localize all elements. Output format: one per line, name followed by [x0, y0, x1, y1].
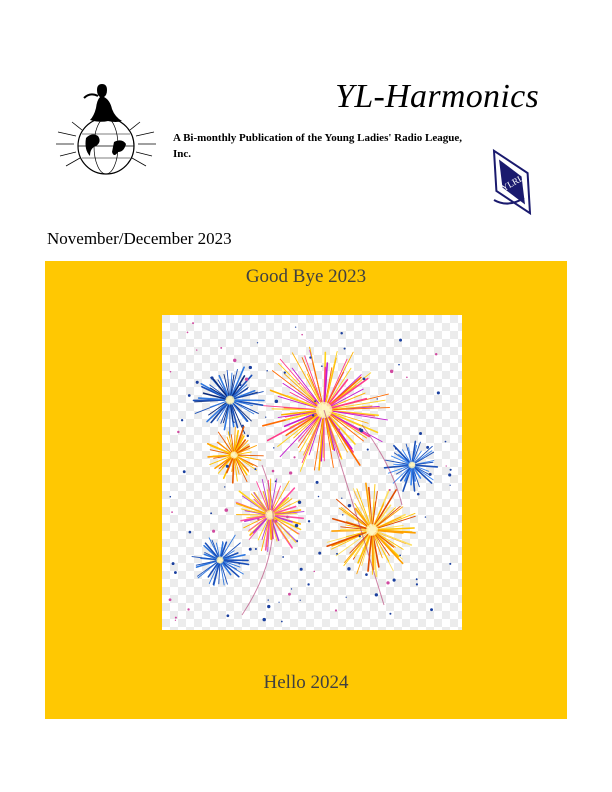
star-dot	[174, 571, 177, 574]
star-dot	[417, 493, 420, 496]
star-dot	[416, 578, 418, 580]
star-dot	[298, 501, 301, 504]
star-dot	[275, 400, 278, 403]
star-dot	[212, 530, 215, 533]
star-dot	[245, 377, 248, 380]
star-dot	[377, 398, 378, 399]
star-dot	[187, 332, 189, 334]
star-dot	[365, 573, 368, 576]
star-dot	[268, 599, 269, 600]
headline-goodbye: Good Bye 2023	[245, 266, 367, 287]
star-dot	[386, 581, 389, 584]
star-dot	[450, 469, 452, 471]
star-dot	[399, 554, 401, 556]
star-dot	[175, 617, 177, 619]
star-dot	[170, 496, 172, 498]
cover-banner	[45, 261, 567, 719]
star-dot	[389, 489, 391, 491]
star-dot	[395, 447, 397, 449]
star-dot	[266, 370, 268, 372]
star-dot	[416, 583, 418, 585]
star-dot	[172, 562, 175, 565]
star-dot	[344, 348, 346, 350]
star-dot	[348, 504, 351, 507]
star-dot	[296, 540, 298, 542]
star-dot	[177, 431, 179, 433]
star-dot	[430, 608, 433, 611]
firework-core	[225, 395, 234, 404]
firework-core	[409, 462, 416, 469]
star-dot	[429, 473, 432, 476]
star-dot	[399, 339, 402, 342]
star-dot	[390, 370, 393, 373]
star-dot	[192, 322, 194, 324]
star-dot	[367, 449, 369, 451]
star-dot	[170, 371, 172, 373]
firework-core	[366, 524, 378, 536]
issue-date: November/December 2023	[47, 229, 232, 248]
star-dot	[406, 376, 408, 378]
star-dot	[272, 470, 275, 473]
firework-core	[216, 556, 223, 563]
star-dot	[242, 425, 244, 427]
star-dot	[249, 548, 252, 551]
star-dot	[316, 481, 319, 484]
fireworks-illustration	[162, 315, 462, 630]
star-dot	[226, 465, 229, 468]
star-dot	[169, 598, 172, 601]
star-dot	[278, 602, 279, 603]
star-dot	[359, 428, 361, 430]
headline-hello: Hello 2024	[263, 672, 349, 693]
star-dot	[282, 556, 284, 558]
star-dot	[175, 620, 176, 621]
star-dot	[262, 618, 265, 621]
star-dot	[398, 364, 400, 366]
star-dot	[220, 347, 222, 349]
star-dot	[224, 486, 225, 487]
star-dot	[446, 465, 447, 466]
star-dot	[340, 332, 342, 334]
star-dot	[301, 334, 303, 336]
firework-core	[230, 451, 237, 458]
star-dot	[171, 511, 173, 513]
star-dot	[267, 605, 270, 608]
star-dot	[210, 512, 212, 514]
star-dot	[314, 400, 316, 402]
star-dot	[300, 568, 303, 571]
star-dot	[289, 471, 292, 474]
star-dot	[293, 456, 295, 458]
star-dot	[308, 520, 310, 522]
firework-spark	[270, 519, 271, 540]
star-dot	[233, 421, 235, 423]
star-dot	[255, 548, 257, 550]
star-dot	[189, 531, 192, 534]
star-dot	[288, 593, 291, 596]
star-dot	[275, 480, 277, 482]
star-dot	[196, 381, 199, 384]
star-dot	[291, 588, 292, 589]
star-dot	[295, 524, 298, 527]
ylrl-diamond-logo	[488, 142, 536, 222]
star-dot	[337, 428, 340, 431]
star-dot	[318, 552, 321, 555]
star-dot	[257, 342, 258, 343]
globe-lady-logo	[52, 82, 160, 182]
star-dot	[300, 600, 301, 601]
star-dot	[359, 535, 361, 537]
star-dot	[419, 432, 422, 435]
star-dot	[309, 356, 311, 358]
star-dot	[181, 419, 183, 421]
star-dot	[281, 621, 283, 623]
star-dot	[298, 383, 299, 384]
star-dot	[226, 614, 229, 617]
star-dot	[187, 608, 189, 610]
star-dot	[437, 391, 440, 394]
star-dot	[445, 441, 447, 443]
star-dot	[449, 563, 451, 565]
star-dot	[257, 518, 259, 520]
star-dot	[224, 508, 228, 512]
star-dot	[347, 567, 350, 570]
star-dot	[286, 516, 289, 519]
star-dot	[247, 435, 249, 437]
star-dot	[265, 417, 266, 418]
star-dot	[273, 447, 274, 448]
star-dot	[239, 563, 241, 565]
ylrl-logo-text: YLRL	[499, 172, 526, 194]
star-dot	[318, 496, 320, 498]
star-dot	[448, 473, 451, 476]
star-dot	[346, 597, 347, 598]
star-dot	[313, 571, 315, 573]
star-dot	[312, 414, 314, 416]
star-dot	[274, 520, 277, 523]
star-dot	[450, 485, 451, 486]
star-dot	[375, 593, 378, 596]
firework-spark	[411, 468, 412, 485]
star-dot	[196, 349, 197, 350]
star-dot	[389, 613, 391, 615]
star-dot	[425, 516, 426, 517]
star-dot	[393, 578, 396, 581]
star-dot	[336, 553, 338, 555]
star-dot	[210, 376, 213, 379]
publication-title: YL-Harmonics	[335, 78, 539, 115]
star-dot	[363, 377, 366, 380]
star-dot	[239, 383, 242, 386]
star-dot	[435, 353, 437, 355]
star-dot	[183, 470, 186, 473]
star-dot	[341, 498, 342, 499]
star-dot	[307, 583, 309, 585]
star-dot	[295, 327, 296, 328]
star-dot	[284, 372, 286, 374]
star-dot	[249, 366, 252, 369]
star-dot	[426, 446, 429, 449]
star-dot	[233, 359, 236, 362]
star-dot	[188, 394, 191, 397]
publication-tagline: A Bi-monthly Publication of the Young Ladies' Radio League, Inc.	[173, 132, 462, 160]
star-dot	[321, 365, 323, 367]
star-dot	[335, 609, 337, 611]
star-dot	[342, 514, 343, 515]
star-dot	[254, 468, 256, 470]
